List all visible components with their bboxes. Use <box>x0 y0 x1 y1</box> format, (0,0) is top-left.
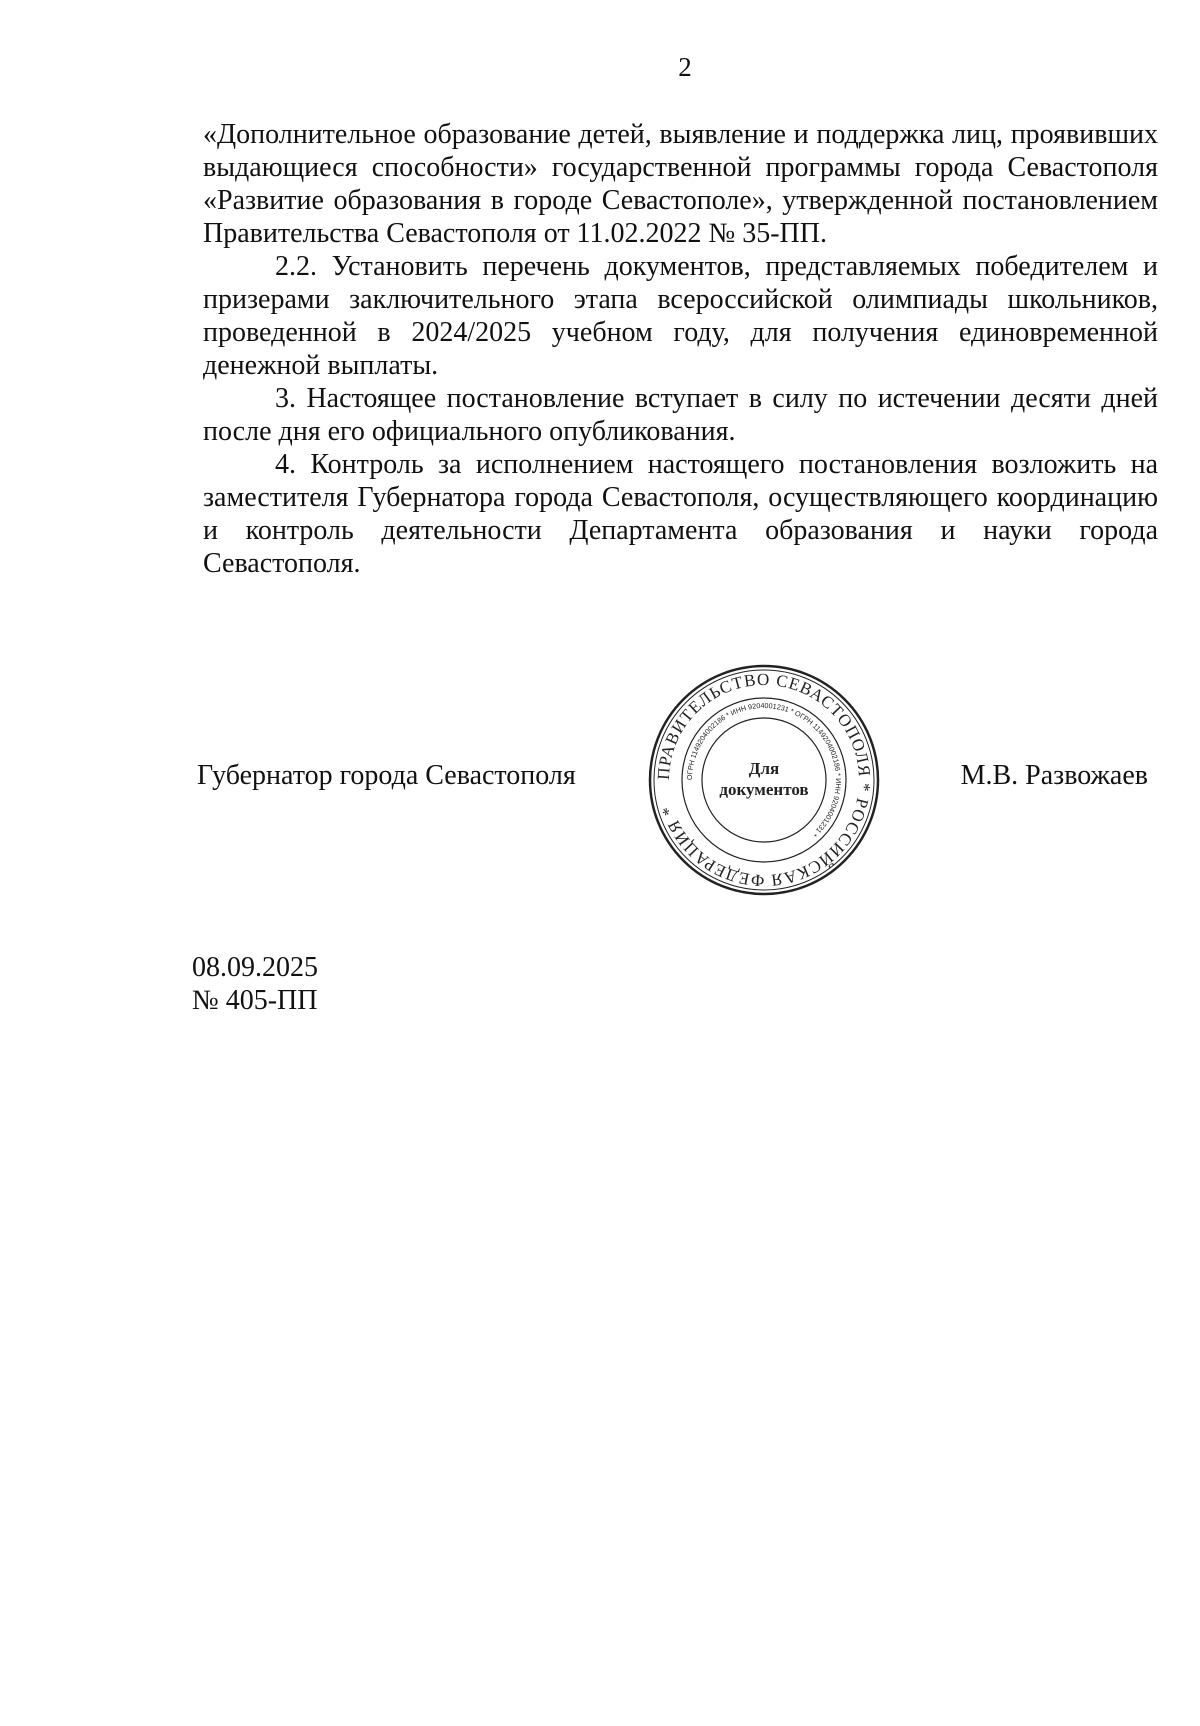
seal-inner-text: ОГРН 1149204002186 * ИНН 9204001231 * ОГРН 1149204002186 * ИНН 9204001231 * <box>684 700 844 839</box>
paragraph-4: 4. Контроль за исполнением настоящего постановления возложить на заместителя Губернатора города Севастополя, осуществляющего координацию и контроль деятельности Департамента образования и науки города Севастополя. <box>203 449 1158 579</box>
official-seal <box>646 662 882 898</box>
seal-outer-text: ПРАВИТЕЛЬСТВО СЕВАСТОПОЛЯ * РОССИЙСКАЯ ФЕДЕРАЦИЯ * <box>653 669 875 891</box>
document-number: № 405-ПП <box>192 985 318 1016</box>
page-number: 2 <box>678 52 692 82</box>
paragraph-3: 3. Настоящее постановление вступает в силу по истечении десяти дней после дня его официального опубликования. <box>203 383 1158 447</box>
signatory-name: М.В. Развожаев <box>960 760 1148 791</box>
signatory-position: Губернатор города Севастополя <box>197 760 576 791</box>
paragraph-continuation: «Дополнительное образование детей, выявление и поддержка лиц, проявивших выдающиеся способности» государственной программы города Севастополя «Развитие образования в городе Севастополе», утвержденной постановлением Правительства Севастополя от 11.02.2022 № 35-ПП. <box>203 119 1158 249</box>
seal-center-line-2: документов <box>719 780 809 799</box>
paragraph-2-2: 2.2. Установить перечень документов, представляемых победителем и призерами заключительного этапа всероссийской олимпиады школьников, проведенной в 2024/2025 учебном году, для получения единовременной денежной выплаты. <box>203 251 1158 381</box>
document-body <box>203 118 1158 580</box>
document-date: 08.09.2025 <box>192 952 318 983</box>
seal-center-line-1: Для <box>748 759 780 778</box>
